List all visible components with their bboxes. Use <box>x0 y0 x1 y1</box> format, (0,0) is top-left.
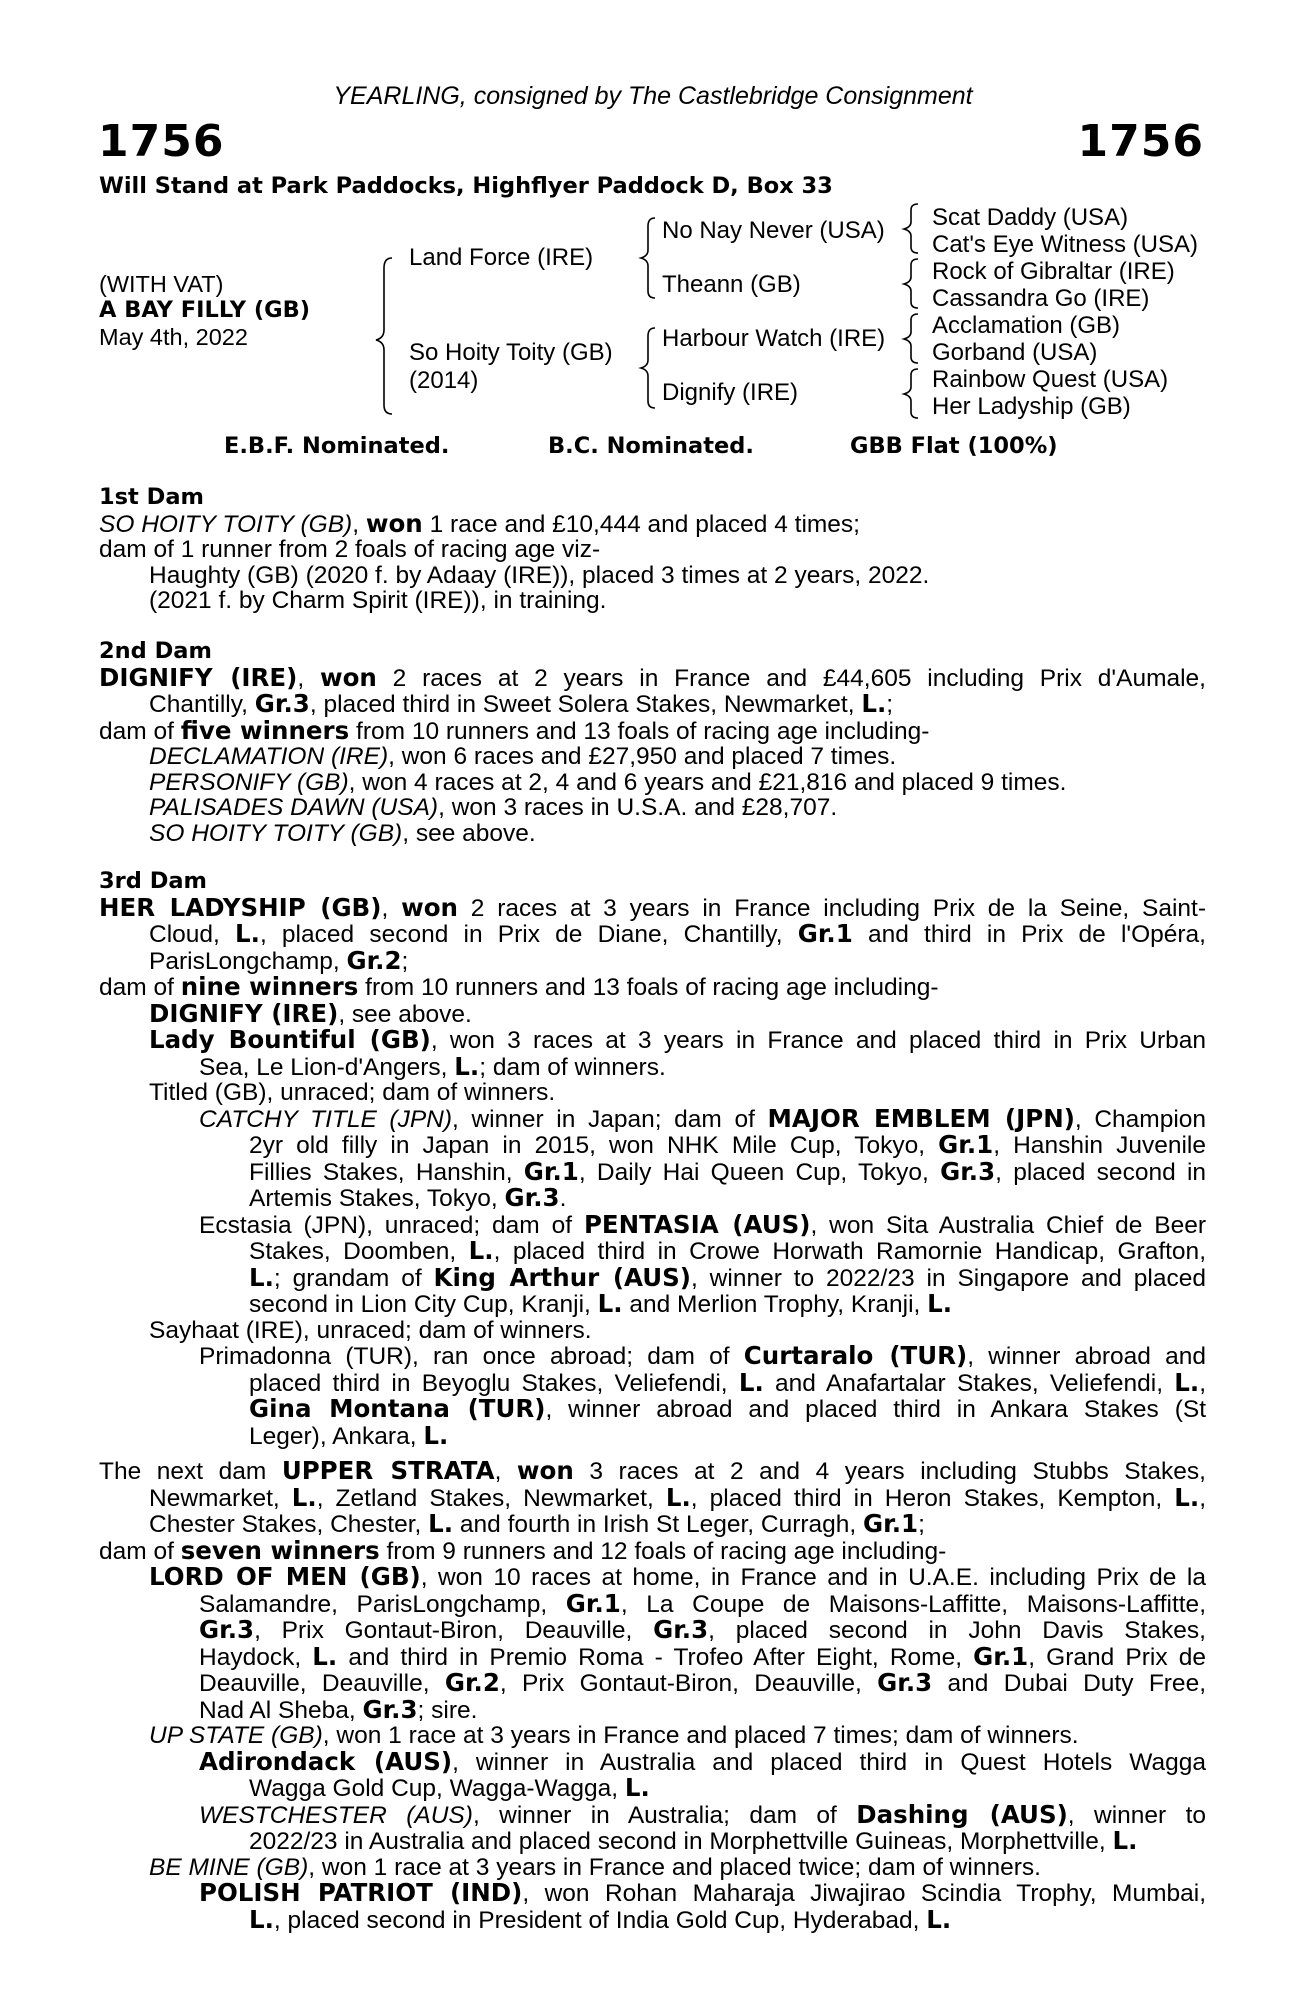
text: Cloud, <box>149 921 236 948</box>
text: , Hanshin Juvenile <box>993 1132 1206 1159</box>
text: , placed second in Prix de Diane, Chantilly, <box>259 921 798 948</box>
text-line <box>99 998 1206 1028</box>
text-line <box>99 1880 1206 1907</box>
text: Newmarket, <box>149 1484 292 1512</box>
gen3-6: Gorband (USA) <box>932 339 1098 366</box>
text: ; <box>918 1511 925 1538</box>
text-line <box>99 744 1206 770</box>
listed: L. <box>423 1420 449 1450</box>
sire-sire: No Nay Never (USA) <box>662 217 885 244</box>
text: Ecstasia (JPN), unraced; dam of <box>199 1211 584 1239</box>
gen3-5: Acclamation (GB) <box>932 312 1121 339</box>
text-line <box>99 1775 1206 1802</box>
grade: Gr.1 <box>565 1588 621 1618</box>
text-line: SO HOITY TOITY (GB), won 1 race and £10,444 and placed 4 times; <box>99 508 860 538</box>
text: Leger), Ankara, <box>249 1422 424 1450</box>
text-line: Haughty (GB) (2020 f. by Adaay (IRE)), placed 3 times at 2 years, 2022. <box>149 561 930 589</box>
text-line <box>99 1564 1206 1591</box>
horse-name-bold: LORD OF MEN (GB) <box>149 1562 421 1591</box>
text-line <box>99 1535 1206 1565</box>
horse-name-italic: SO HOITY TOITY (GB) <box>149 819 403 847</box>
text-line <box>99 1855 1206 1881</box>
horse-name-italic: PALISADES DAWN (USA) <box>149 794 439 821</box>
text: 2 races at 2 years in France and £44,605 including Prix d'Aumale, <box>376 664 1206 692</box>
text: ; <box>886 691 894 718</box>
text: , won 3 races in U.S.A. and £28,707. <box>438 794 838 821</box>
section-heading: 3rd Dam <box>99 868 207 894</box>
text: , <box>1199 1484 1207 1512</box>
grade: Gr.1 <box>523 1156 579 1186</box>
gen3-8: Her Ladyship (GB) <box>932 393 1131 420</box>
text: Haydock, <box>199 1643 313 1671</box>
won-bold: won <box>319 662 377 692</box>
text: Fillies Stakes, Hanshin, <box>249 1158 524 1186</box>
grade: Gr.3 <box>504 1183 560 1212</box>
grade: Gr.3 <box>362 1694 418 1724</box>
foaling-date: May 4th, 2022 <box>99 324 248 350</box>
won-bold: won <box>365 508 423 538</box>
grade: Gr.3 <box>877 1668 933 1697</box>
text: ; grandam of <box>273 1264 434 1292</box>
grade: Gr.3 <box>653 1615 709 1644</box>
text-line <box>99 795 1206 821</box>
text: , placed second in John Davis Stakes, <box>708 1617 1206 1644</box>
text: , winner in Japan; dam of <box>452 1105 768 1133</box>
consignor-text: YEARLING, consigned by The Castlebridge Consignment <box>333 82 973 110</box>
horse-name-italic: CATCHY TITLE (JPN) <box>199 1105 453 1133</box>
horse-name-italic: PERSONIFY (GB) <box>149 768 349 796</box>
text-line <box>99 821 1206 847</box>
text: , won 6 races and £27,950 and placed 7 times. <box>388 743 897 770</box>
text: ParisLongchamp, <box>149 947 347 975</box>
text: Deauville, Deauville, <box>199 1670 445 1697</box>
text: dam of <box>99 974 181 1001</box>
text: , winner abroad and placed third in Ankara Stakes (St <box>545 1396 1207 1423</box>
text: , placed second in President of India Gold Cup, Hyderabad, <box>273 1906 927 1934</box>
horse-name: A BAY FILLY (GB) <box>99 297 311 323</box>
text-line <box>99 1511 1206 1538</box>
grade: Gr.1 <box>938 1130 994 1159</box>
grade: Gr.2 <box>444 1668 500 1697</box>
text: 2022/23 in Australia and placed second in Morphettville Guineas, Morphettville, <box>249 1828 1113 1855</box>
text-line: HER LADYSHIP (GB), won 2 races at 3 years in France including Prix de la Seine, Saint- <box>99 892 1206 922</box>
text: The next dam <box>99 1458 282 1485</box>
text-line <box>99 1262 1207 1292</box>
grade: Gr.2 <box>346 945 402 975</box>
horse-name-bold: Curtaralo (TUR) <box>743 1341 968 1370</box>
text: and Merlion Trophy, Kranji, <box>622 1291 928 1318</box>
text: placed third in Beyoglu Stakes, Veliefendi, <box>249 1369 739 1397</box>
text-line <box>99 1904 1206 1934</box>
text: dam of <box>99 717 181 745</box>
text: , winner in Australia and placed third in Quest Hotels Wagga <box>452 1748 1206 1776</box>
won-bold: won <box>401 892 458 922</box>
listed: L. <box>1174 1367 1200 1397</box>
text-line <box>99 1132 1206 1159</box>
second-dam-section <box>99 639 1206 846</box>
text-line <box>99 1343 1206 1370</box>
vat-note: (WITH VAT) <box>99 271 224 297</box>
gen3-3: Rock of Gibraltar (IRE) <box>932 258 1175 285</box>
text: , Prix Gontaut-Biron, Deauville, <box>499 1670 878 1697</box>
horse-name-italic: SO HOITY TOITY (GB) <box>99 510 353 538</box>
text-line <box>99 1746 1206 1776</box>
listed: L. <box>428 1509 454 1538</box>
text-line <box>99 1051 1206 1081</box>
gbb-flat: GBB Flat (100%) <box>850 433 1058 459</box>
winners-bold: nine winners <box>180 972 359 1001</box>
text-line <box>99 770 1206 796</box>
listed: L. <box>468 1236 494 1265</box>
text: Chester Stakes, Chester, <box>149 1511 429 1538</box>
text: from 9 runners and 12 foals of racing age including- <box>379 1537 947 1565</box>
listed: L. <box>1174 1482 1200 1512</box>
sire: Land Force (IRE) <box>409 244 594 271</box>
dam: So Hoity Toity (GB) <box>409 339 613 366</box>
text-line <box>99 1588 1206 1618</box>
listed: L. <box>312 1641 338 1671</box>
text: , won 10 races at home, in France and in U.A.E. including Prix de la <box>420 1564 1206 1591</box>
text-line <box>99 715 1206 745</box>
text: Artemis Stakes, Tokyo, <box>249 1185 505 1212</box>
listed: L. <box>249 1262 274 1292</box>
text-line <box>99 1238 1206 1265</box>
horse-name-bold: HER LADYSHIP (GB) <box>99 892 382 922</box>
text-line <box>99 1185 1206 1212</box>
stand-location: Will Stand at Park Paddocks, Highflyer Paddock D, Box 33 <box>99 173 833 199</box>
listed: L. <box>597 1289 623 1318</box>
text: Stakes, Doomben, <box>249 1238 469 1265</box>
horse-name-bold: Dashing (AUS) <box>856 1799 1068 1829</box>
text: Wagga Gold Cup, Wagga-Wagga, <box>249 1775 625 1802</box>
text: , placed second in <box>995 1158 1207 1186</box>
winners-bold: five winners <box>180 715 350 745</box>
text: , winner in Australia; dam of <box>472 1801 857 1829</box>
text-line: (2021 f. by Charm Spirit (IRE)), in training. <box>149 587 607 614</box>
grade: Gr.3 <box>199 1615 255 1644</box>
text: and third in Premio Roma - Trofeo After Eight, Rome, <box>337 1643 974 1671</box>
text: , La Coupe de Maisons-Laffitte, Maisons-Laffitte, <box>620 1590 1206 1618</box>
horse-name-bold: Gina Montana (TUR) <box>249 1394 546 1423</box>
horse-name-bold: MAJOR EMBLEM (JPN) <box>767 1103 1075 1133</box>
text: , Champion <box>1074 1105 1207 1133</box>
text: ; sire. <box>417 1696 478 1724</box>
grade: Gr.3 <box>254 689 310 718</box>
text-line <box>99 1641 1206 1671</box>
text: . <box>559 1185 567 1212</box>
sire-dam: Theann (GB) <box>662 271 801 298</box>
text: , Prix Gontaut-Biron, Deauville, <box>254 1617 654 1644</box>
dam-dam: Dignify (IRE) <box>662 379 799 406</box>
text-line <box>99 1103 1207 1133</box>
text-line <box>99 1367 1207 1397</box>
gen3-7: Rainbow Quest (USA) <box>932 366 1169 393</box>
text: , Grand Prix de <box>1028 1643 1206 1671</box>
text-line: Titled (GB), unraced; dam of winners. <box>149 1079 556 1106</box>
grade: Gr.1 <box>797 919 853 948</box>
text: 3 races at 2 and 4 years including Stubbs Stakes, <box>573 1458 1206 1485</box>
text: , <box>1199 1369 1207 1397</box>
listed: L. <box>665 1482 691 1512</box>
text: and third in Prix de l'Opéra, <box>852 921 1206 948</box>
text-line <box>99 945 1206 975</box>
grade: Gr.3 <box>940 1156 996 1186</box>
text-line <box>99 1291 1206 1318</box>
horse-name-bold: DIGNIFY (IRE) <box>149 998 339 1028</box>
text: , won 1 race at 3 years in France and placed 7 times; dam of winners. <box>322 1722 1079 1749</box>
text-line <box>99 1482 1207 1512</box>
text-line <box>99 1156 1207 1186</box>
text: from 10 runners and 13 foals of racing age including- <box>358 974 939 1001</box>
text-line: Sayhaat (IRE), unraced; dam of winners. <box>149 1316 592 1344</box>
text-line <box>99 1670 1206 1697</box>
horse-name-bold: Adirondack (AUS) <box>199 1746 453 1776</box>
text-line: The next dam UPPER STRATA, won 3 races at 2 and 4 years including Stubbs Stakes, <box>99 1456 1206 1485</box>
dam-year: (2014) <box>409 367 479 394</box>
gen3-2: Cat's Eye Witness (USA) <box>932 231 1198 258</box>
text-line: DIGNIFY (IRE), won 2 races at 2 years in France and £44,605 including Prix d'Aumale, <box>99 662 1206 692</box>
text-line <box>99 1209 1206 1239</box>
section-heading: 1st Dam <box>99 484 204 510</box>
text-line <box>99 1723 1206 1749</box>
text: , won 1 race at 3 years in France and placed twice; dam of winners. <box>308 1853 1041 1881</box>
text: , placed third in Heron Stakes, Kempton, <box>690 1484 1175 1512</box>
text-line <box>99 1617 1206 1644</box>
text: ; <box>401 947 409 975</box>
horse-name-italic: UP STATE (GB) <box>149 1722 323 1749</box>
horse-name-italic: BE MINE (GB) <box>149 1853 309 1881</box>
text: Salamandre, ParisLongchamp, <box>199 1590 566 1618</box>
text: Primadonna (TUR), ran once abroad; dam of <box>199 1343 744 1370</box>
next-dam-section <box>99 1458 1206 1933</box>
text: 2 races at 3 years in France including Prix de la Seine, Saint- <box>457 894 1206 922</box>
dam-sire: Harbour Watch (IRE) <box>662 325 886 352</box>
text: Nad Al Sheba, <box>199 1696 363 1724</box>
text: , Zetland Stakes, Newmarket, <box>316 1484 666 1512</box>
listed: L. <box>738 1367 764 1397</box>
first-dam-section <box>99 485 1206 614</box>
text: Sea, Le Lion-d'Angers, <box>199 1053 455 1081</box>
text-line <box>99 974 1206 1001</box>
ebf-nomination: E.B.F. Nominated. <box>224 433 450 459</box>
text: from 10 runners and 13 foals of racing age including- <box>349 717 930 745</box>
section-heading: 2nd Dam <box>99 638 212 664</box>
horse-name-bold: PENTASIA (AUS) <box>583 1209 811 1239</box>
text: , won Sita Australia Chief de Beer <box>810 1211 1206 1239</box>
listed: L. <box>1112 1826 1138 1855</box>
listed: L. <box>235 919 260 948</box>
bc-nomination: B.C. Nominated. <box>548 433 754 459</box>
text: and fourth in Irish St Leger, Curragh, <box>453 1511 863 1538</box>
listed: L. <box>927 1289 953 1318</box>
text: , winner to 2022/23 in Singapore and placed <box>690 1264 1207 1292</box>
text: , see above. <box>402 819 536 847</box>
text-line <box>99 1027 1206 1054</box>
text: 2yr old filly in Japan in 2015, won NHK Mile Cup, Tokyo, <box>249 1132 939 1159</box>
text: , won 4 races at 2, 4 and 6 years and £21,816 and placed 9 times. <box>348 768 1067 796</box>
horse-name-italic: WESTCHESTER (AUS) <box>199 1801 473 1829</box>
text: , winner to <box>1067 1801 1207 1829</box>
listed: L. <box>861 689 887 718</box>
horse-name-italic: DECLAMATION (IRE) <box>149 743 389 770</box>
text: 1 race and £10,444 and placed 4 times; <box>422 510 860 538</box>
text: , won Rohan Maharaja Jiwajirao Scindia Trophy, Mumbai, <box>522 1880 1206 1907</box>
text: , won 3 races at 3 years in France and placed third in Prix Urban <box>430 1027 1206 1054</box>
horse-name-bold: DIGNIFY (IRE) <box>99 662 298 692</box>
text: , winner abroad and <box>967 1343 1206 1370</box>
third-dam-section <box>99 869 1206 1449</box>
text: and Anafartalar Stakes, Veliefendi, <box>763 1369 1175 1397</box>
text: , placed third in Crowe Horwath Ramornie Handicap, Grafton, <box>493 1238 1206 1265</box>
grade: Gr.1 <box>973 1641 1029 1671</box>
text: second in Lion City Cup, Kranji, <box>249 1291 598 1318</box>
text: , placed third in Sweet Solera Stakes, Newmarket, <box>309 691 862 718</box>
text-line <box>99 1694 1206 1724</box>
text: , Daily Hai Queen Cup, Tokyo, <box>578 1158 941 1186</box>
horse-name-bold: UPPER STRATA <box>281 1456 495 1485</box>
grade: Gr.1 <box>863 1509 919 1538</box>
text: dam of <box>99 1537 181 1565</box>
text-line <box>99 1799 1207 1829</box>
won-bold: won <box>516 1456 574 1485</box>
listed: L. <box>291 1482 317 1512</box>
text: ; dam of winners. <box>479 1053 666 1081</box>
lot-number-left: 1756 <box>98 116 225 167</box>
winners-bold: seven winners <box>180 1535 380 1565</box>
text: and Dubai Duty Free, <box>932 1670 1206 1697</box>
horse-name-bold: King Arthur (AUS) <box>433 1262 691 1292</box>
text: Chantilly, <box>149 691 255 718</box>
text: , see above. <box>338 1000 472 1028</box>
text-line: dam of 1 runner from 2 foals of racing age viz- <box>99 536 601 563</box>
listed: L. <box>454 1051 480 1081</box>
listed: L. <box>926 1904 952 1934</box>
text-line <box>99 691 1206 718</box>
gen3-4: Cassandra Go (IRE) <box>932 285 1150 312</box>
listed: L. <box>249 1904 274 1934</box>
text-line <box>99 1420 1206 1450</box>
text-line <box>99 921 1206 948</box>
text-line <box>99 1828 1206 1855</box>
gen3-1: Scat Daddy (USA) <box>932 204 1129 231</box>
lot-number-right: 1756 <box>1077 116 1204 167</box>
text-line <box>99 1396 1206 1423</box>
horse-name-bold: POLISH PATRIOT (IND) <box>199 1878 523 1907</box>
listed: L. <box>624 1773 650 1802</box>
horse-name-bold: Lady Bountiful (GB) <box>149 1025 431 1054</box>
